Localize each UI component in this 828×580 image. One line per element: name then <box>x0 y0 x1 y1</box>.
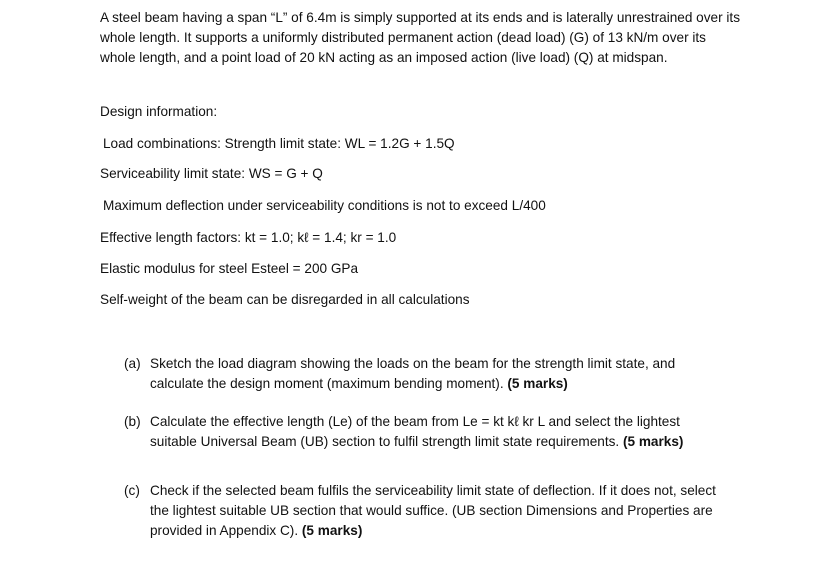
effective-length-factors-line: Effective length factors: kt = 1.0; kℓ = 1.4; kr = 1.0 <box>100 230 397 245</box>
question-b-text: Calculate the effective length (Le) of the beam from Le = kt kℓ kr L and select the lightest suitable Universal Beam (UB) section to fulfil strength limit state requirements. <box>150 414 680 449</box>
question-b-label: (b) <box>124 414 141 429</box>
question-c-text: Check if the selected beam fulfils the serviceability limit state of deflection. If it does not, select the lightest suitable UB section that would suffice. (UB section Dimensions and Properties are provided in Appendix C). <box>150 483 716 538</box>
question-a <box>124 354 724 394</box>
elastic-modulus-line: Elastic modulus for steel Esteel = 200 GPa <box>100 261 359 276</box>
question-a-text: Sketch the load diagram showing the loads on the beam for the strength limit state, and calculate the design moment (maximum bending moment). <box>150 356 676 391</box>
problem-statement: A steel beam having a span “L” of 6.4m is simply supported at its ends and is laterally unrestrained over its whole length. It supports a uniformly distributed permanent action (dead load) (G) of 13 kN/m over its whole length, and a point load of 20 kN acting as an imposed action (live load) (Q) at midspan. <box>100 10 740 65</box>
question-a-marks: (5 marks) <box>507 376 568 391</box>
question-c-marks: (5 marks) <box>301 523 363 538</box>
deflection-limit-line: Maximum deflection under serviceability conditions is not to exceed L/400 <box>103 198 546 213</box>
serviceability-line: Serviceability limit state: WS = G + Q <box>100 166 323 181</box>
self-weight-line: Self-weight of the beam can be disregarded in all calculations <box>100 292 470 307</box>
load-combinations-line: Load combinations: Strength limit state: WL = 1.2G + 1.5Q <box>103 136 455 151</box>
design-info-heading: Design information: <box>100 104 218 119</box>
question-c-label: (c) <box>124 483 140 498</box>
question-b <box>124 412 724 452</box>
question-a-label: (a) <box>124 356 141 371</box>
question-c <box>124 481 724 541</box>
question-b-marks: (5 marks) <box>622 434 684 449</box>
